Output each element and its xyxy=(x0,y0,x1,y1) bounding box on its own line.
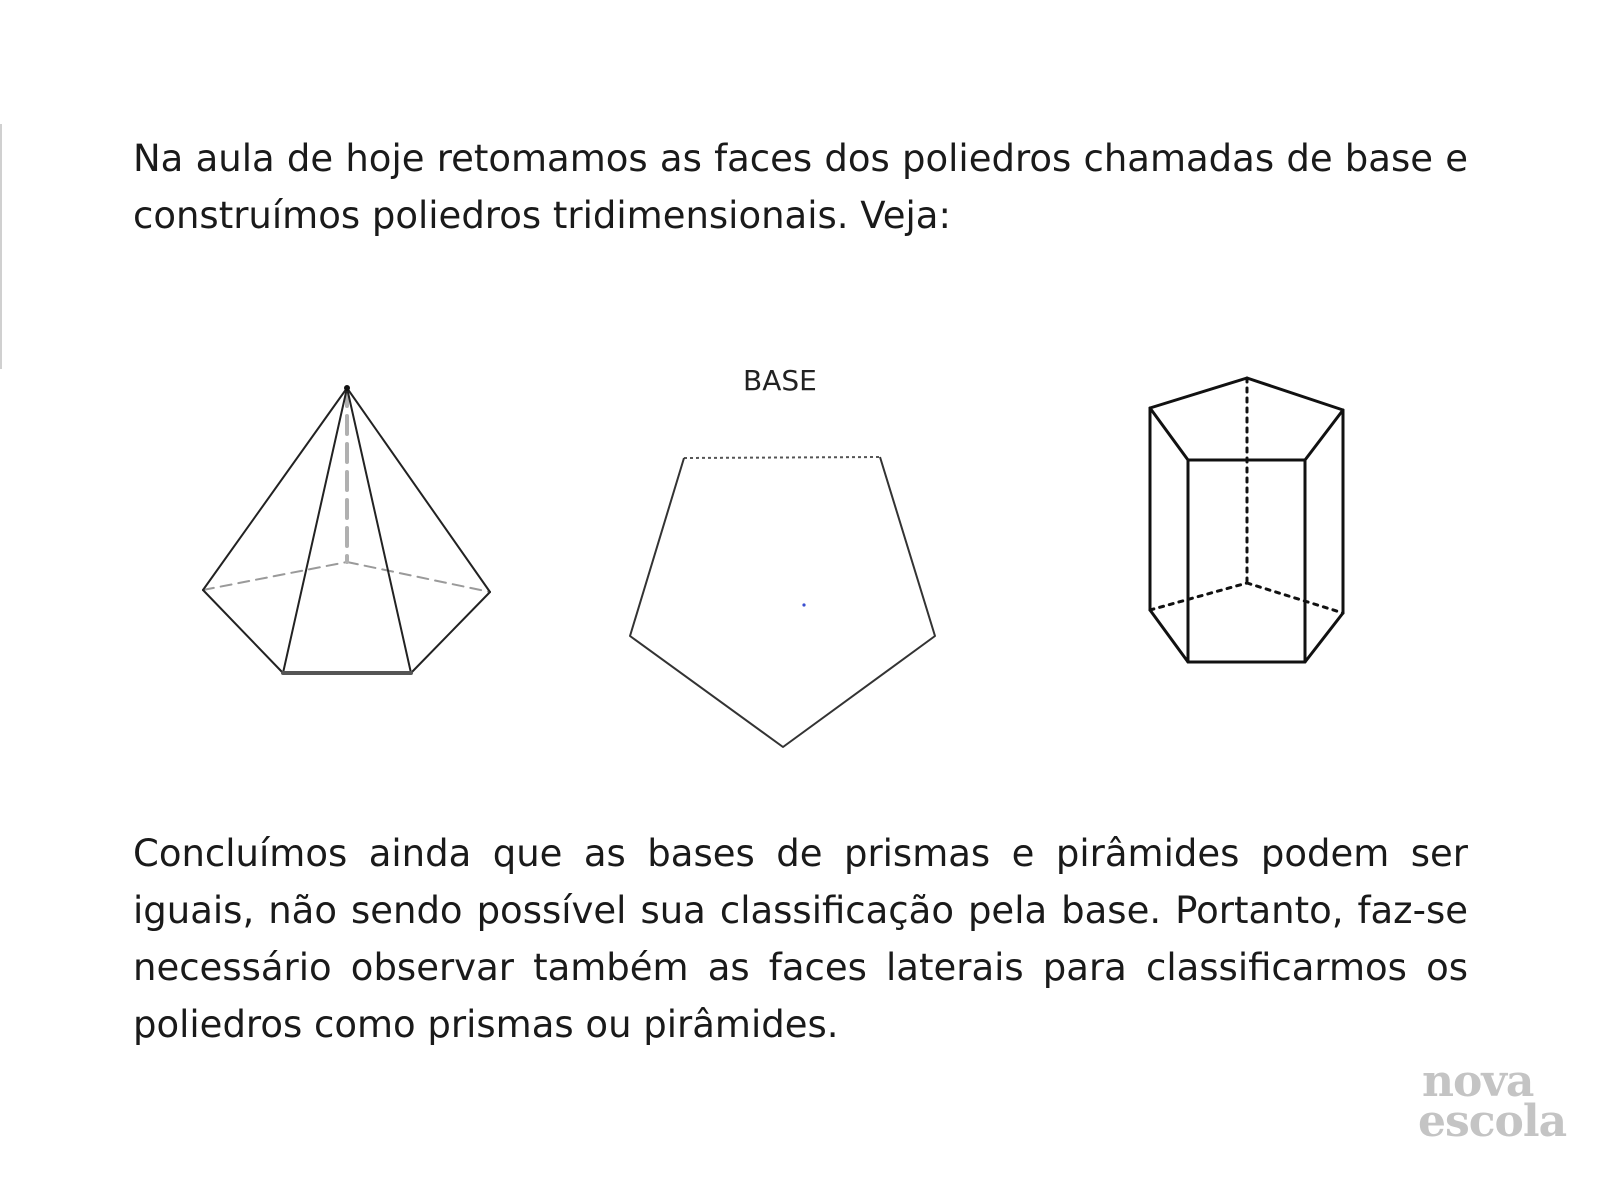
pentagonal-pyramid xyxy=(203,385,490,673)
pentagon-base xyxy=(630,457,935,747)
pyramid-apex xyxy=(344,385,350,391)
pentagon-dotted-top-edge xyxy=(684,457,880,458)
pentagon-center-point xyxy=(802,603,805,606)
intro-paragraph: Na aula de hoje retomamos as faces dos poliedros chamadas de base e construímos poliedros tridimensionais. Veja: xyxy=(133,137,1468,237)
pentagonal-prism xyxy=(1150,378,1343,662)
base-label: BASE xyxy=(743,364,817,397)
prism-hidden-edges xyxy=(1150,378,1343,613)
logo-line-escola: escola xyxy=(1418,1096,1567,1147)
logo-line-nova: nova xyxy=(1422,1056,1534,1107)
nova-escola-logo xyxy=(1418,1056,1578,1147)
pentagon-outline xyxy=(630,457,935,747)
pyramid-hidden-edges xyxy=(203,562,490,592)
conclusion-paragraph: Concluímos ainda que as bases de prismas e pirâmides podem ser iguais, não sendo possível sua classificação pela base. Portanto, faz-se necessário observar também as faces laterais para classificarmos os poliedros como prismas ou pirâmides. xyxy=(133,832,1468,1046)
